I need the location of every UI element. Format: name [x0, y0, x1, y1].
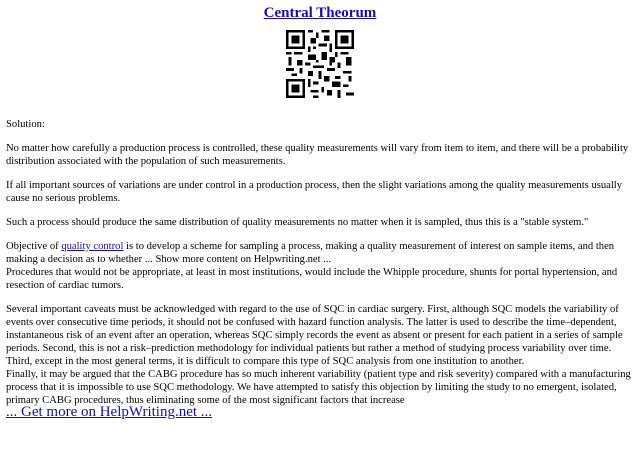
get-more-link[interactable]: ... Get more on HelpWriting.net ...	[6, 404, 213, 420]
paragraph: Procedures that would not be appropriate, at least in most institutions, would include the Whipple procedure, shunts for portal hypertension, and resection of cardiac tumors.	[6, 267, 618, 291]
quality-control-link[interactable]: quality control	[61, 241, 124, 252]
article-body	[6, 118, 632, 418]
paragraph: Finally, it may be argued that the CABG procedure has so much inherent variability (patient type and risk severity) compared with a manufacturing process that it is impossible to use SQC methodology. We have attempted to satisfy this objection by limiting the study to no emergent, isolated, primary CABG procedures, thus eliminating some of the most significant factors that increase	[6, 369, 631, 406]
page-title[interactable]: Central Theorum	[263, 5, 377, 21]
paragraph	[6, 240, 632, 266]
paragraph: Several important caveats must be acknowledged with regard to the use of SQC in cardiac surgery. First, although SQC models the variability of events over consecutive time periods, it should not be confused with hazard function analysis. The latter is used to describe the time–dependent, instantaneous risk of an event after an operation, whereas SQC simply records the event as absent or present for each patient in a series of sample periods. Second, this is not a risk–prediction methodology for individual patients but rather a method of studying process variability over time. Third, except in the most general terms, it is difficult to compare this type of SQC analysis from one institution to another.	[6, 304, 623, 367]
paragraph-text: Objective of	[6, 241, 62, 252]
paragraph: No matter how carefully a production process is controlled, these quality measurements will vary from item to item, and there will be a probability distribution associated with the population of such measurements.	[6, 143, 629, 167]
paragraph: Such a process should produce the same distribution of quality measurements no matter when it is sampled, thus this is a "stable system."	[6, 217, 589, 228]
paragraph: If all important sources of variations are under control in a production process, then the slight variations among the quality measurements usually cause no serious problems.	[6, 180, 623, 204]
paragraph-text: is to develop a scheme for sampling a process, making a quality measurement of interest on sample items, and then making a decision as to whether ... Show more content on Helpwriting.net ...	[6, 241, 615, 265]
solution-label: Solution:	[6, 119, 45, 130]
qr-code-image	[286, 30, 354, 98]
